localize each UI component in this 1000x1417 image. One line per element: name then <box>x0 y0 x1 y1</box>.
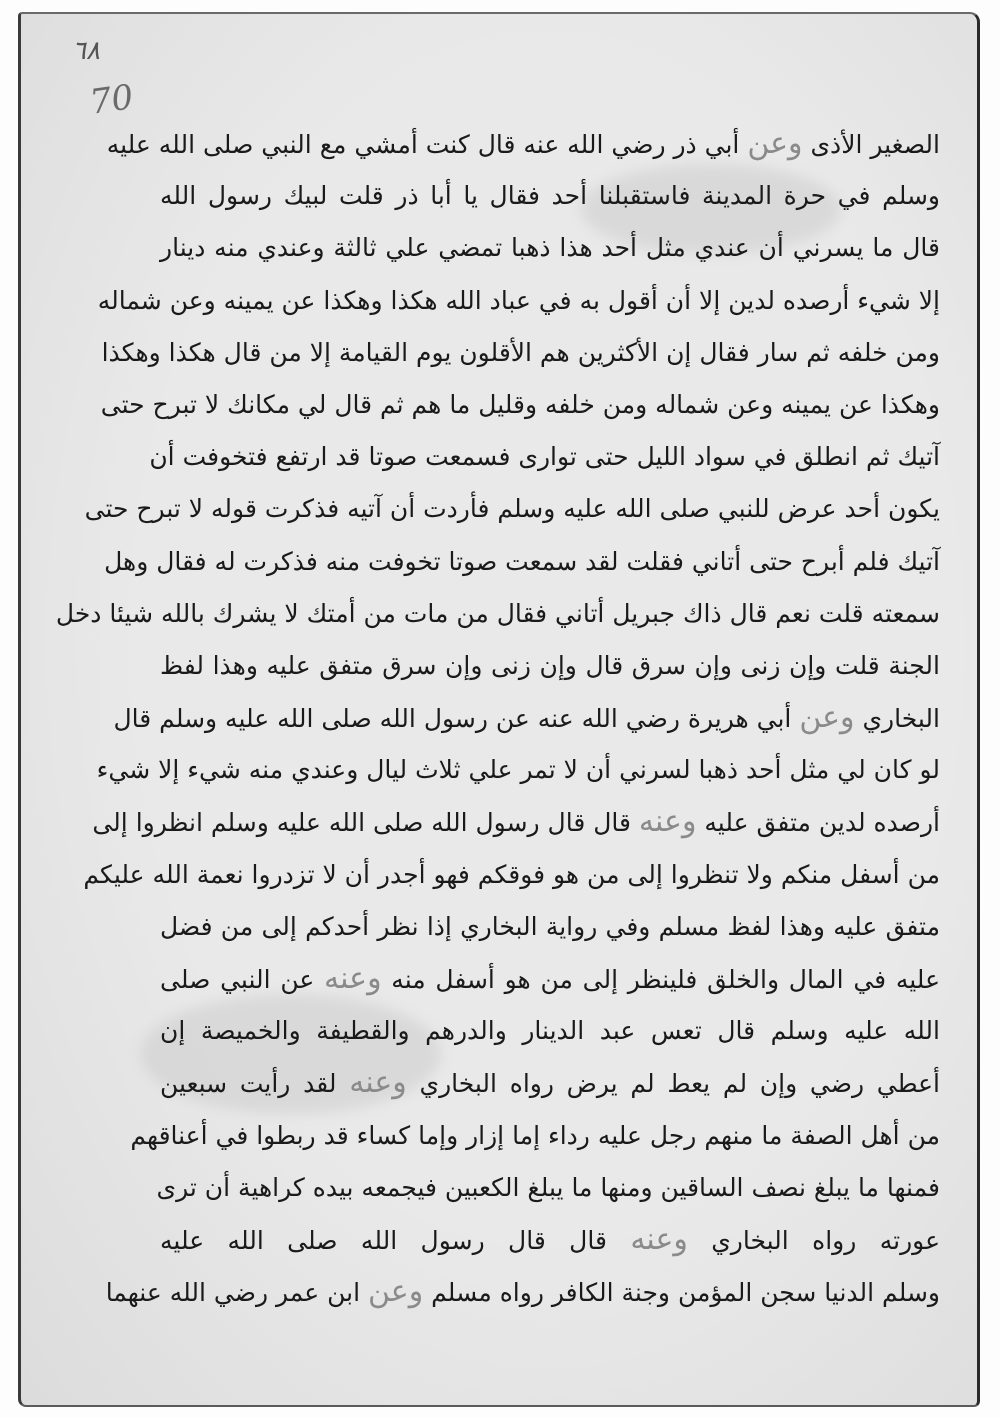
text-line: من أهل الصفة ما منهم رجل عليه رداء إما إزار وإما كساء قد ربطوا في أعناقهم <box>130 1120 940 1150</box>
text-line: الصغير الأذى وعن أبي ذر رضي الله عنه قال كنت أمشي مع النبي صلى الله عليه <box>106 126 940 161</box>
text-line: أرصده لدين متفق عليه وعنه قال قال رسول الله صلى الله عليه وسلم انظروا إلى <box>92 804 940 840</box>
text-line: البخاري وعن أبي هريرة رضي الله عنه عن رسول الله صلى الله عليه وسلم قال <box>113 700 940 736</box>
rubric-word: وعن <box>747 126 803 161</box>
text-line: ومن خلفه ثم سار فقال إن الأكثرين هم الأقلون يوم القيامة إلا من قال هكذا وهكذا <box>101 337 940 367</box>
text-line: متفق عليه وهذا لفظ مسلم وفي رواية البخاري إذا نظر أحدكم إلى من فضل <box>160 911 940 941</box>
text-line: وسلم في حرة المدينة فاستقبلنا أحد فقال يا أبا ذر قلت لبيك رسول الله <box>160 181 940 211</box>
rubric-word: وعنه <box>349 1065 407 1101</box>
text-line: فمنها ما يبلغ نصف الساقين ومنها ما يبلغ الكعبين فيجمعه بيده كراهية أن ترى <box>156 1172 940 1202</box>
rubric-word: وعنه <box>630 1221 688 1257</box>
text-line: قال ما يسرني أن عندي مثل أحد هذا ذهبا تمضي علي ثالثة وعندي منه دينار <box>160 233 940 263</box>
text-line: يكون أحد عرض للنبي صلى الله عليه وسلم فأردت أن آتيه فذكرت قوله لا تبرح حتى <box>84 494 940 524</box>
manuscript-text-block <box>55 118 940 1318</box>
text-line: سمعته قلت نعم قال ذاك جبريل أتاني فقال من مات من أمتك لا يشرك بالله شيئا دخل <box>55 598 940 628</box>
text-line: لو كان لي مثل أحد ذهبا لسرني أن لا تمر علي ثلاث ليال وعندي منه شيء إلا شيء <box>96 755 940 785</box>
text-line: أعطي رضي وإن لم يعط لم يرض رواه البخاري وعنه لقد رأيت سبعين <box>160 1065 940 1101</box>
rubric-word: وعن <box>367 1274 424 1310</box>
text-line: عليه في المال والخلق فلينظر إلى من هو أسفل منه وعنه عن النبي صلى <box>160 961 940 996</box>
text-line: آتيك ثم انطلق في سواد الليل حتى توارى فسمعت صوتا قد ارتفع فتخوفت أن <box>149 442 940 472</box>
folio-number-old: ٦٨ <box>72 36 100 66</box>
rubric-word: وعن <box>799 700 855 736</box>
text-line: وهكذا عن يمينه وعن شماله ومن خلفه وقليل ما هم ثم قال لي مكانك لا تبرح حتى <box>100 389 940 419</box>
text-line: الله عليه وسلم قال تعس عبد الدينار والدرهم والقطيفة والخميصة إن <box>160 1016 940 1046</box>
text-line: الجنة قلت وإن زنى وإن سرق قال وإن زنى وإن سرق متفق عليه وهذا لفظ <box>160 650 940 680</box>
folio-number-new: 70 <box>87 77 136 123</box>
text-line: من أسفل منكم ولا تنظروا إلى من هو فوقكم فهو أجدر أن لا تزدروا نعمة الله عليكم <box>83 859 940 889</box>
text-line: وسلم الدنيا سجن المؤمن وجنة الكافر رواه مسلم وعن ابن عمر رضي الله عنهما <box>105 1274 940 1310</box>
text-line: إلا شيء أرصده لدين إلا أن أقول به في عباد الله هكذا وهكذا عن يمينه وعن شماله <box>97 285 940 315</box>
rubric-word: وعنه <box>324 961 382 996</box>
text-line: آتيك فلم أبرح حتى أتاني فقلت لقد سمعت صوتا تخوفت منه فذكرت له فقال وهل <box>104 546 940 576</box>
rubric-word: وعنه <box>638 804 697 840</box>
text-line: عورته رواه البخاري وعنه قال قال رسول الله صلى الله عليه <box>160 1221 940 1257</box>
